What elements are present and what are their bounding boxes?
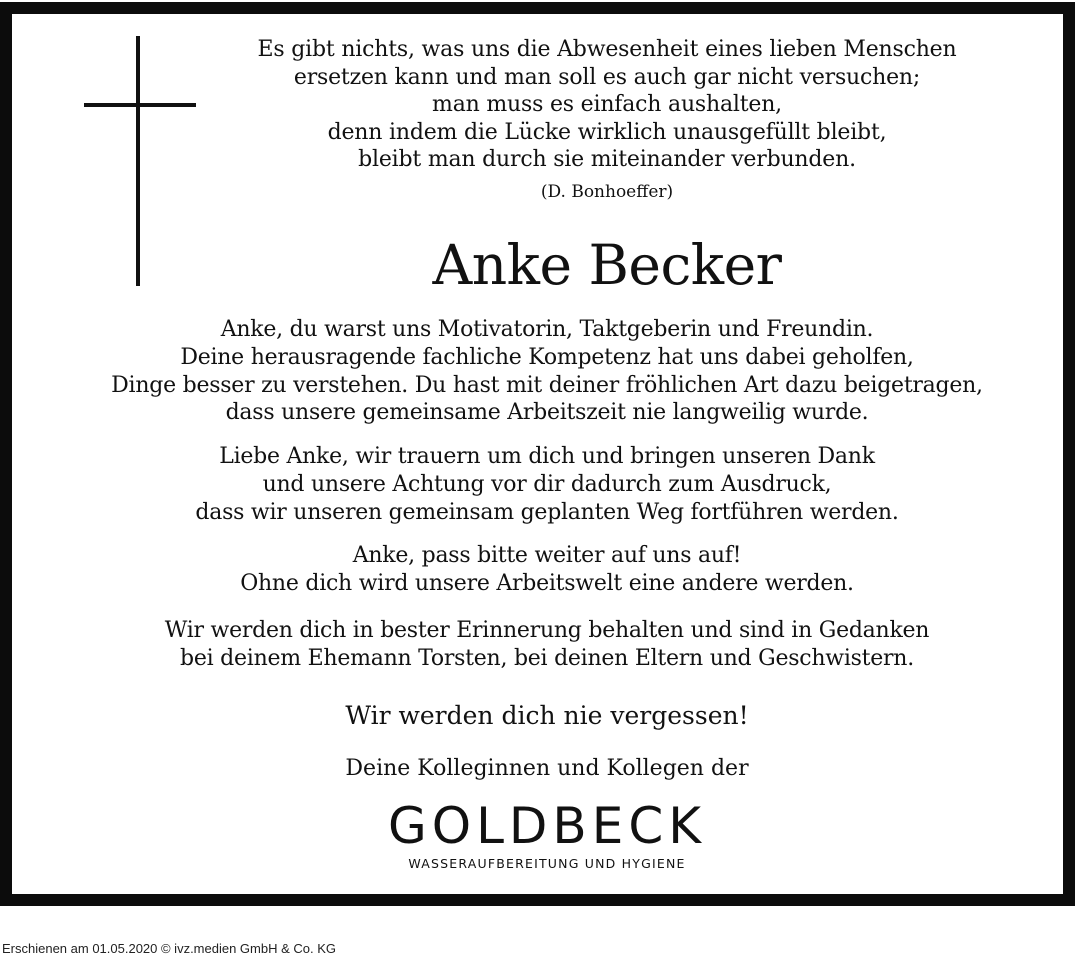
quote-line: bleibt man durch sie miteinander verbunden. [358,147,856,172]
deceased-name: Anke Becker [432,233,782,297]
logo-wordmark: GOLDBECK [387,797,707,855]
logo-tagline: WASSERAUFBEREITUNG UND HYGIENE [408,856,686,871]
quote-author: (D. Bonhoeffer) [540,182,674,202]
quote-line: man muss es einfach aushalten, [432,92,782,117]
obituary-notice [0,2,1075,906]
quote-line: denn indem die Lücke wirklich unausgefüllt bleibt, [327,119,887,145]
signoff: Deine Kolleginnen und Kollegen der [345,756,749,781]
cross-horizontal-bar [84,103,196,107]
paragraph-line: Deine herausragende fachliche Kompetenz hat uns dabei geholfen, [180,344,914,370]
paragraph-line: bei deinem Ehemann Torsten, bei deinen Eltern und Geschwistern. [180,645,914,671]
closing-line: Wir werden dich nie vergessen! [345,701,749,730]
paragraph-line: Ohne dich wird unsere Arbeitswelt eine andere werden. [240,570,854,596]
cross-icon [84,36,196,286]
quote [202,36,1012,174]
cross-vertical-bar [136,36,140,286]
paragraph-farewell [42,542,1052,598]
quote-line: Es gibt nichts, was uns die Abwesenheit eines lieben Menschen [257,37,957,62]
paragraph-line: Anke, pass bitte weiter auf uns auf! [352,543,742,568]
paragraph-mourning [42,443,1052,526]
paragraph-line: Liebe Anke, wir trauern um dich und bringen unseren Dank [219,444,875,469]
company-logo [312,797,782,873]
paragraph-line: Anke, du warst uns Motivatorin, Taktgeberin und Freundin. [220,317,874,342]
paragraph-line: Wir werden dich in bester Erinnerung behalten und sind in Gedanken [164,618,930,643]
paragraph-line: Dinge besser zu verstehen. Du hast mit deiner fröhlichen Art dazu beigetragen, [111,372,983,398]
paragraph-condolence [42,617,1052,673]
quote-line: ersetzen kann und man soll es auch gar nicht versuchen; [293,64,921,90]
publication-footer: Erschienen am 01.05.2020 © ivz.medien GmbH & Co. KG [2,941,337,956]
paragraph-line: dass unsere gemeinsame Arbeitszeit nie langweilig wurde. [225,400,869,426]
paragraph-line: und unsere Achtung vor dir dadurch zum Ausdruck, [262,471,832,497]
paragraph-line: dass wir unseren gemeinsam geplanten Weg fortführen werden. [195,499,899,525]
paragraph-tribute [42,316,1052,427]
